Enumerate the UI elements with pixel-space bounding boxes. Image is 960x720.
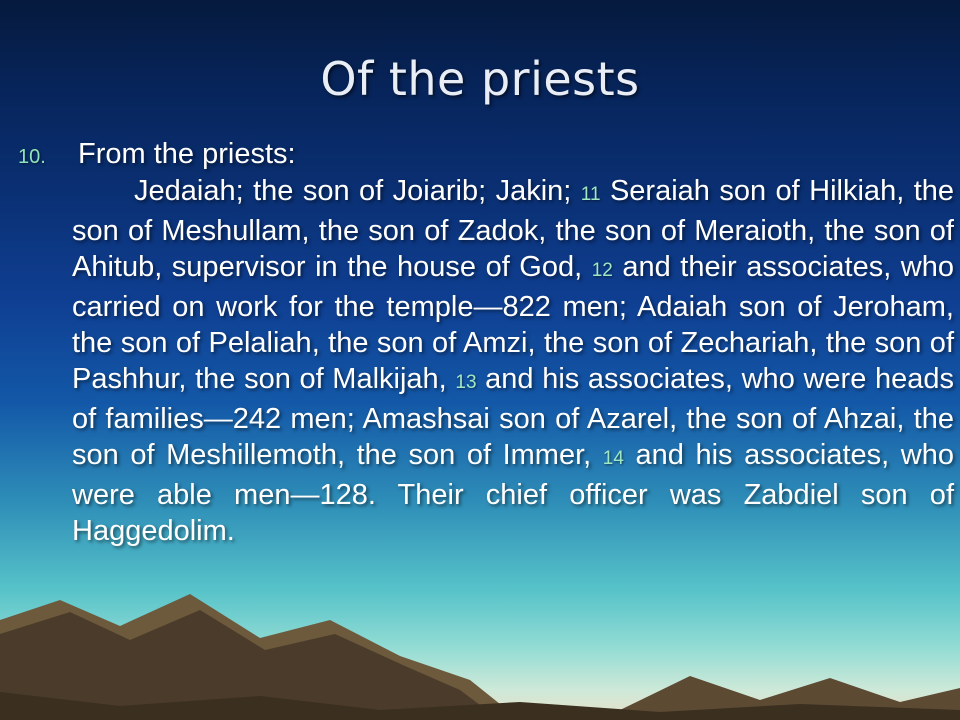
page-title: Of the priests <box>320 52 640 106</box>
scripture-paragraph: Jedaiah; the son of Joiarib; Jakin; 11 Seraiah son of Hilkiah, the son of Meshullam, the son of Zadok, the son of Meraioth, the son of Ahitub, supervisor in the house of God, 12 and their associates, who carried on work for the temple—822 men; Adaiah son of Jeroham, the son of Pelaliah, the son of Amzi, the son of Zechariah, the son of Pashhur, the son of Malkijah, 13 and his associates, who were heads of families—242 men; Amashsai son of Azarel, the son of Ahzai, the son of Meshillemoth, the son of Immer, 14 and his associates, who were able men—128. Their chief officer was Zabdiel son of Haggedolim. <box>72 175 955 547</box>
verse-number: 11 <box>580 184 601 205</box>
mountain-landscape-graphic <box>0 560 960 720</box>
verse-number: 12 <box>591 260 613 281</box>
list-item-label: From the priests: <box>78 138 296 170</box>
slide-body <box>10 138 955 549</box>
verse-number: 14 <box>602 448 624 469</box>
list-item-marker: 10. <box>18 146 46 168</box>
verse-number: 13 <box>455 372 477 393</box>
list-item <box>10 138 950 171</box>
